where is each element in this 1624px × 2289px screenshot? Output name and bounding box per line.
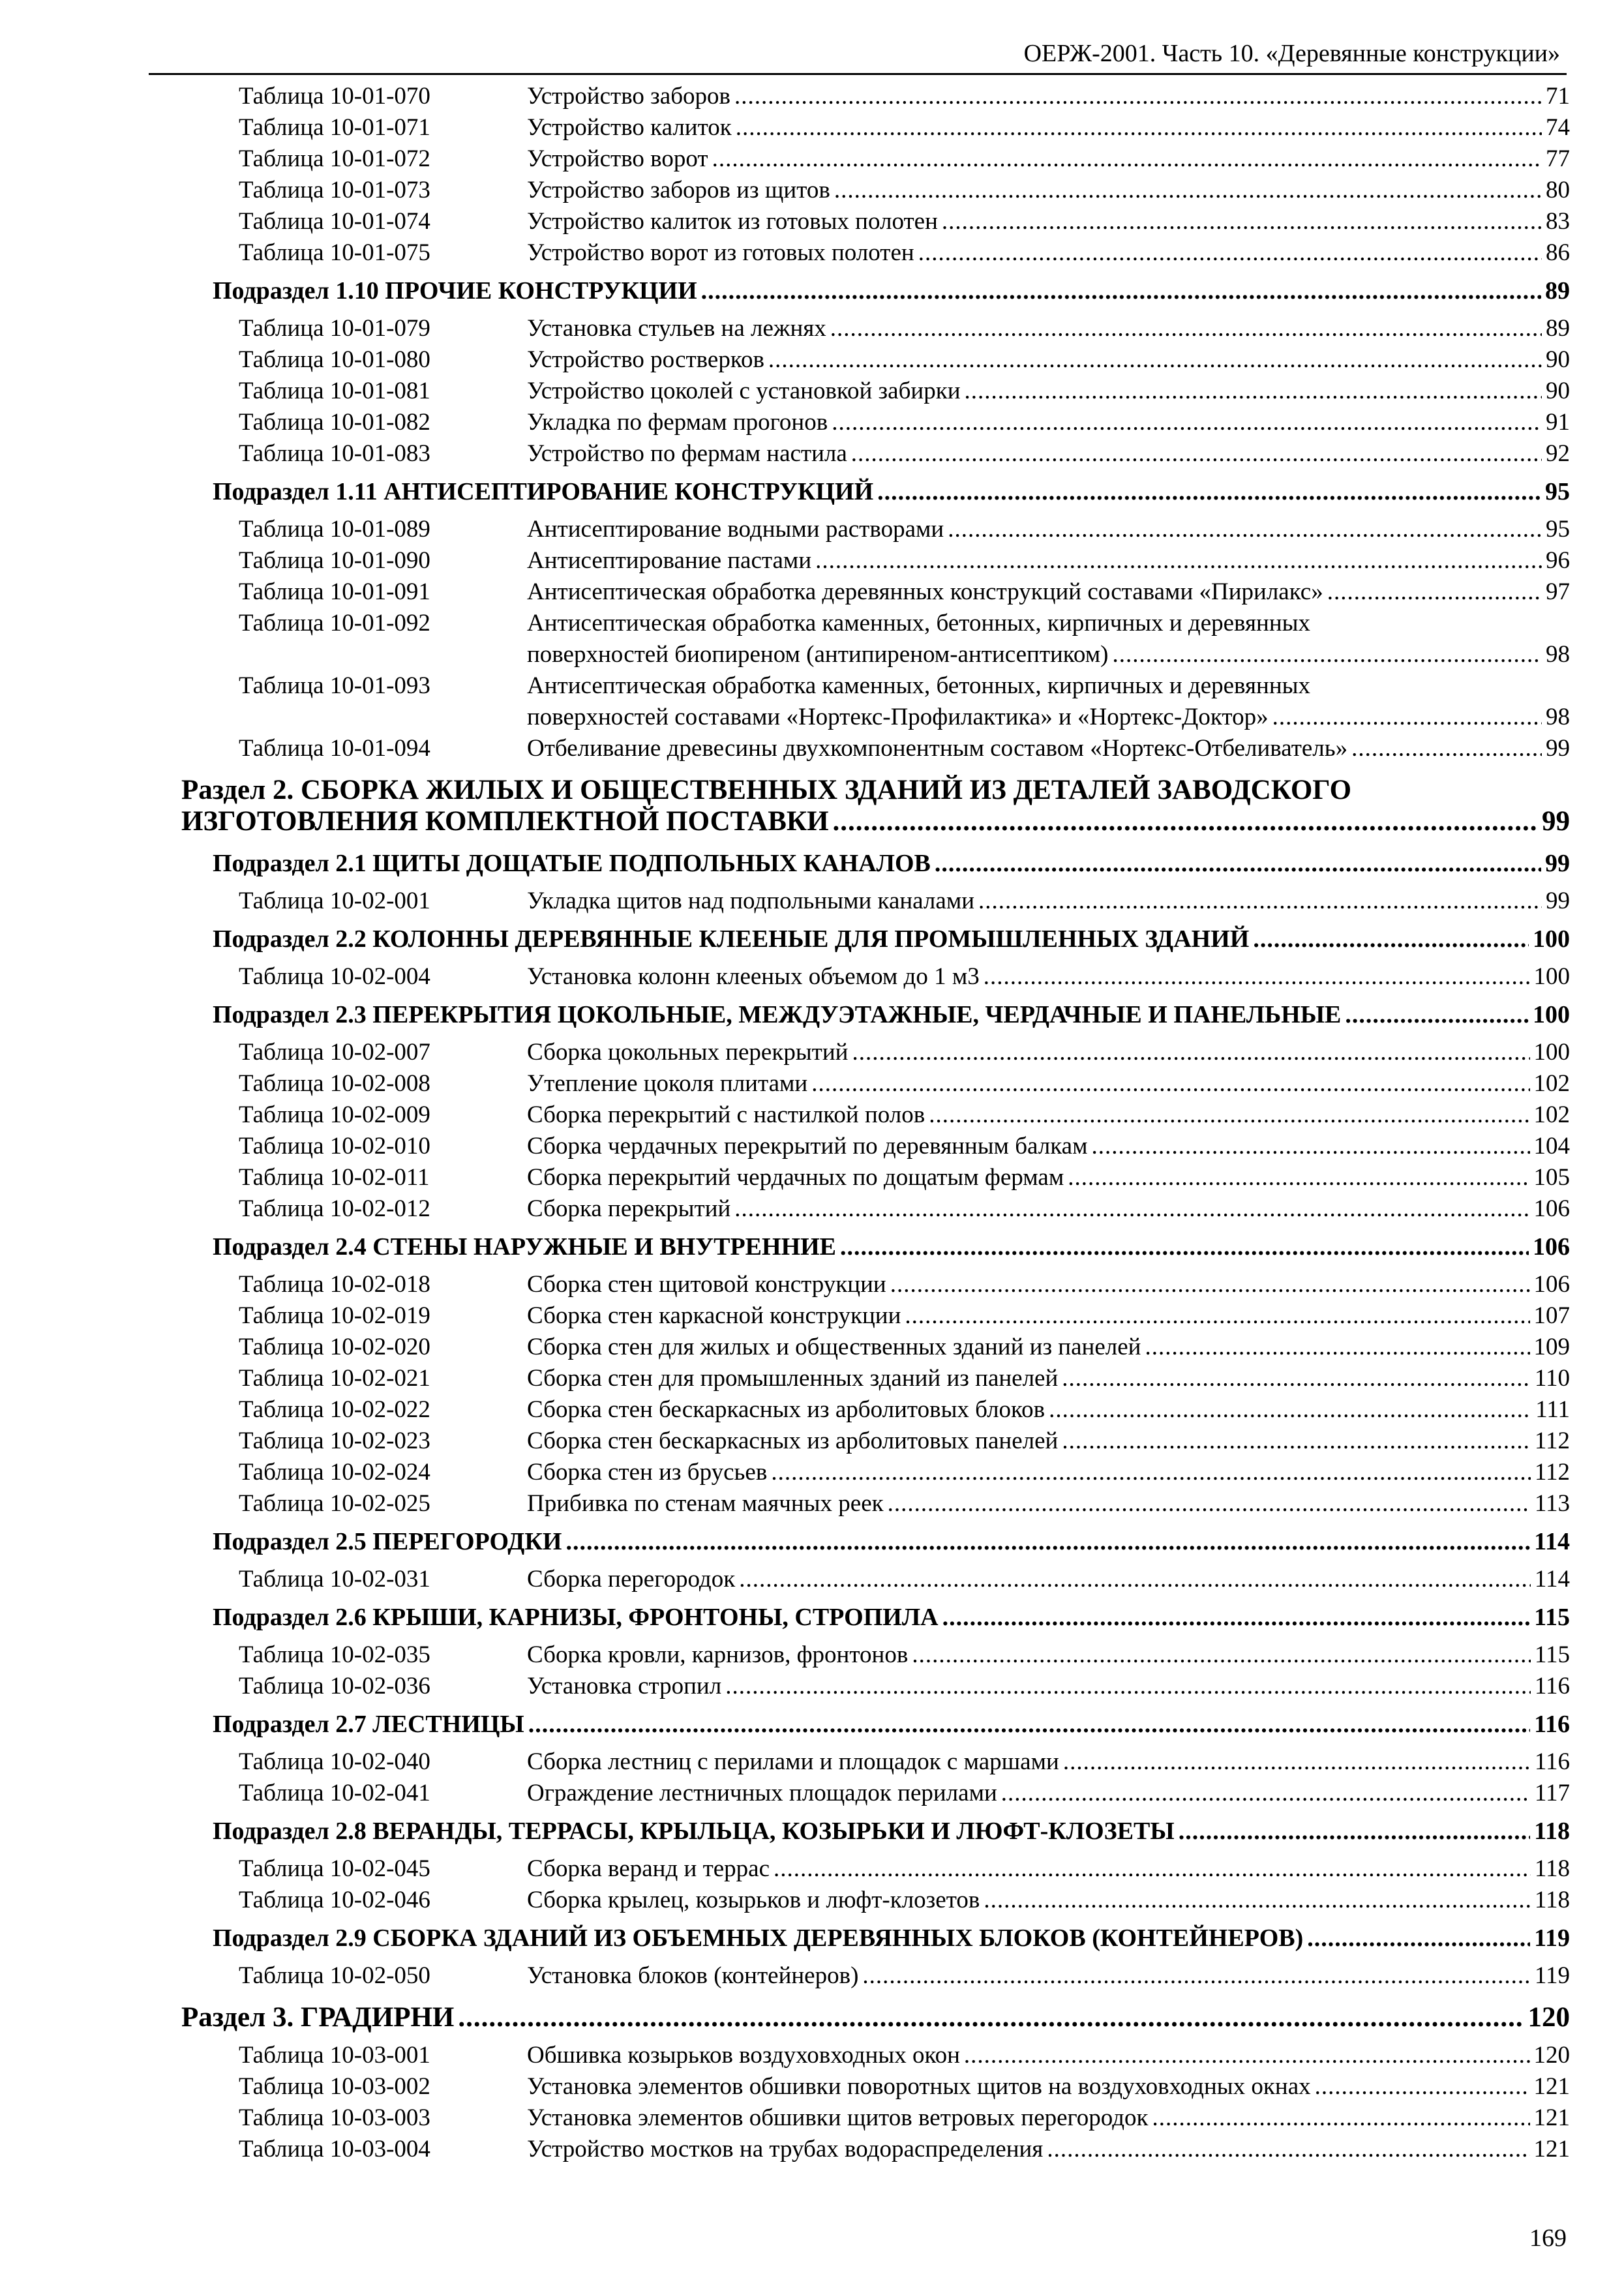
toc-entry-page: 100 [1533,1001,1570,1028]
dot-leader [890,1269,1530,1300]
dot-leader [1068,1162,1529,1193]
toc-entry-page: 112 [1534,1428,1570,1454]
toc-entry[interactable] [527,1564,1570,1595]
dot-leader [1145,1332,1529,1363]
toc-entry-page: 119 [1534,1962,1570,1989]
table-label: Таблица 10-01-089 [239,516,430,543]
dot-leader [1315,2071,1530,2102]
toc-entry-page: 71 [1546,83,1570,110]
toc-entry[interactable] [527,733,1570,764]
table-label: Таблица 10-02-031 [239,1566,430,1593]
toc-entry-title: Антисептическая обработка деревянных конструкций составами «Пирилакс» [527,578,1323,605]
toc-entry[interactable] [527,2040,1570,2071]
toc-entry[interactable] [527,206,1570,237]
toc-entry-title: Сборка стен для промышленных зданий из панелей [527,1365,1059,1392]
toc-entry-title: Сборка перегородок [527,1566,736,1593]
section-title-line: Раздел 2. СБОРКА ЖИЛЫХ И ОБЩЕСТВЕННЫХ ЗДАНИЙ ИЗ ДЕТАЛЕЙ ЗАВОДСКОГО [181,775,1352,805]
table-label: Таблица 10-01-090 [239,547,430,574]
table-label: Таблица 10-02-022 [239,1396,430,1423]
table-label: Таблица 10-01-072 [239,145,430,172]
dot-leader [905,1300,1529,1332]
table-label: Таблица 10-03-003 [239,2104,430,2131]
toc-entry-title: Устройство ростверков [527,346,764,373]
toc-entry-title: Сборка стен щитовой конструкции [527,1271,886,1298]
dot-leader [701,275,1541,307]
dot-leader [978,886,1542,917]
toc-entry[interactable] [527,313,1570,344]
toc-entry-title: Подраздел 1.11 АНТИСЕПТИРОВАНИЕ КОНСТРУКЦИЙ [213,478,874,505]
toc-entry-page: 100 [1533,925,1570,953]
toc-entry[interactable] [527,1332,1570,1363]
toc-entry-title: Сборка кровли, карнизов, фронтонов [527,1641,909,1668]
toc-entry[interactable] [527,237,1570,269]
toc-entry-page: 83 [1546,208,1570,235]
toc-entry-title: Сборка цокольных перекрытий [527,1039,849,1066]
toc-entry-page: 104 [1533,1133,1570,1159]
toc-entry[interactable] [527,81,1570,112]
table-label: Таблица 10-02-008 [239,1070,430,1097]
toc-entry-title: Раздел 3. ГРАДИРНИ [181,2002,455,2033]
toc-entry-page: 118 [1534,1818,1570,1845]
table-label: Таблица 10-01-094 [239,735,430,762]
toc-entry-title: Подраздел 2.8 ВЕРАНДЫ, ТЕРРАСЫ, КРЫЛЬЦА, КОЗЫРЬКИ И ЛЮФТ-КЛОЗЕТЫ [213,1818,1175,1845]
table-label: Таблица 10-02-019 [239,1302,430,1329]
dot-leader [1062,1363,1531,1394]
toc-entry-page: 107 [1533,1302,1570,1329]
dot-leader [734,81,1542,112]
dot-leader [830,313,1542,344]
toc-entry-title: Устройство по фермам настила [527,440,847,467]
toc-entry-page: 98 [1546,641,1570,668]
toc-entry-title: Антисептирование водными растворами [527,516,944,543]
toc-entry-page: 99 [1546,888,1570,914]
toc-entry-title: Установка элементов обшивки поворотных щитов на воздуховходных окнах [527,2073,1311,2100]
toc-entry-title: Устройство ворот [527,145,708,172]
toc-entry-page: 112 [1534,1459,1570,1486]
dot-leader [851,438,1542,470]
dot-leader [771,1457,1531,1488]
dot-leader [1345,999,1529,1030]
dot-leader [852,1037,1529,1068]
toc-entry[interactable] [213,275,1570,307]
toc-entry-title: Подраздел 2.1 ЩИТЫ ДОЩАТЫЕ ПОДПОЛЬНЫХ КАНАЛОВ [213,850,931,877]
table-label: Таблица 10-01-083 [239,440,430,467]
toc-entry-title: Антисептирование пастами [527,547,812,574]
dot-leader [929,1100,1529,1131]
table-label: Таблица 10-02-024 [239,1459,430,1486]
dot-leader [1047,2134,1529,2165]
table-label: Таблица 10-02-018 [239,1271,430,1298]
toc-entry[interactable] [181,806,1570,837]
toc-entry-page: 106 [1533,1195,1570,1222]
table-label: Таблица 10-03-001 [239,2042,430,2069]
toc-entry[interactable] [527,1426,1570,1457]
toc-entry[interactable] [213,1526,1570,1557]
toc-entry-page: 120 [1527,2002,1570,2033]
toc-entry-title: Сборка стен из брусьев [527,1459,768,1486]
toc-entry-title: Утепление цоколя плитами [527,1070,808,1097]
toc-entry-title: Отбеливание древесины двухкомпонентным составом «Нортекс-Отбеливатель» [527,735,1348,762]
toc-entry-title: Сборка перекрытий чердачных по дощатым фермам [527,1164,1064,1191]
dot-leader [942,1602,1530,1633]
dot-leader [1307,1922,1530,1954]
toc-entry-title: Устройство заборов [527,83,730,110]
dot-leader [1112,639,1542,670]
dot-leader [1049,1394,1531,1426]
toc-entry-page: 97 [1546,578,1570,605]
toc-entry-page: 116 [1534,1711,1570,1738]
dot-leader [1253,923,1529,955]
toc-entry-page: 100 [1533,963,1570,990]
toc-entry-page: 121 [1533,2104,1570,2131]
toc-entry-page: 121 [1533,2136,1570,2162]
toc-entry[interactable] [527,2071,1570,2102]
toc-entry-title: Установка стропил [527,1673,722,1699]
toc-entry[interactable] [527,886,1570,917]
table-label: Таблица 10-02-004 [239,963,430,990]
toc-entry[interactable] [213,999,1570,1030]
toc-entry-title: ИЗГОТОВЛЕНИЯ КОМПЛЕКТНОЙ ПОСТАВКИ [181,806,829,837]
table-label: Таблица 10-01-074 [239,208,430,235]
toc-entry-title: Сборка стен каркасной конструкции [527,1302,901,1329]
toc-entry-page: 100 [1533,1039,1570,1066]
toc-entry[interactable] [527,1853,1570,1885]
toc-entry[interactable] [527,1363,1570,1394]
dot-leader [877,476,1541,507]
toc-entry[interactable] [527,1960,1570,1992]
toc-entry[interactable] [527,2102,1570,2134]
toc-entry-title: Сборка перекрытий с настилкой полов [527,1101,925,1128]
toc-entry-title: Сборка перекрытий [527,1195,731,1222]
table-label: Таблица 10-03-004 [239,2136,430,2162]
table-label: Таблица 10-02-041 [239,1780,430,1806]
table-label: Таблица 10-02-046 [239,1887,430,1913]
toc-entry-page: 115 [1534,1604,1570,1631]
table-label: Таблица 10-01-093 [239,672,430,699]
toc-entry-page: 96 [1546,547,1570,574]
table-label: Таблица 10-02-010 [239,1133,430,1159]
dot-leader [912,1639,1531,1671]
toc-entry[interactable] [213,1816,1570,1847]
toc-entry-title: Подраздел 2.9 СБОРКА ЗДАНИЙ ИЗ ОБЪЕМНЫХ ДЕРЕВЯННЫХ БЛОКОВ (КОНТЕЙНЕРОВ) [213,1924,1304,1952]
toc-entry[interactable] [213,1922,1570,1954]
dot-leader [734,1193,1529,1225]
toc-entry[interactable] [527,1457,1570,1488]
toc-entry-title: Ограждение лестничных площадок перилами [527,1780,997,1806]
toc-entry[interactable] [527,1300,1570,1332]
toc-entry-page: 105 [1533,1164,1570,1191]
dot-leader [528,1709,1530,1740]
dot-leader [833,806,1538,837]
toc-entry-title: Подраздел 2.3 ПЕРЕКРЫТИЯ ЦОКОЛЬНЫЕ, МЕЖДУЭТАЖНЫЕ, ЧЕРДАЧНЫЕ И ПАНЕЛЬНЫЕ [213,1001,1342,1028]
table-label: Таблица 10-02-023 [239,1428,430,1454]
dot-leader [888,1488,1531,1519]
toc-entry[interactable] [213,1709,1570,1740]
dot-leader [1001,1778,1531,1809]
toc-entry[interactable] [527,1671,1570,1702]
toc-entry[interactable] [527,344,1570,376]
toc-entry-page: 106 [1533,1233,1570,1261]
dot-leader [811,1068,1529,1100]
dot-leader [712,143,1542,175]
toc-entry[interactable] [527,514,1570,545]
toc-entry-title: Сборка чердачных перекрытий по деревянным балкам [527,1133,1088,1159]
toc-entry[interactable] [527,576,1570,608]
toc-entry[interactable] [181,2002,1570,2033]
toc-entry-page: 98 [1546,704,1570,730]
toc-entry-title: Устройство мостков на трубах водораспределения [527,2136,1044,2162]
dot-leader [815,545,1542,576]
table-label: Таблица 10-01-079 [239,315,430,342]
dot-leader [965,376,1542,407]
dot-leader [964,2040,1530,2071]
dot-leader [739,1564,1531,1595]
toc-entry-page: 89 [1546,315,1570,342]
toc-entry-title: поверхностей составами «Нортекс-Профилактика» и «Нортекс-Доктор» [527,704,1269,730]
dot-leader [1179,1816,1530,1847]
dot-leader [942,206,1542,237]
toc-entry-page: 95 [1545,478,1570,505]
table-label: Таблица 10-01-070 [239,83,430,110]
toc-entry[interactable] [213,1602,1570,1633]
toc-entry[interactable] [213,476,1570,507]
toc-entry-title: Укладка щитов над подпольными каналами [527,888,975,914]
toc-entry-title: Подраздел 1.10 ПРОЧИЕ КОНСТРУКЦИИ [213,277,697,305]
toc-entry-page: 99 [1546,735,1570,762]
toc-entry[interactable] [527,545,1570,576]
toc-entry-page: 119 [1534,1924,1570,1952]
dot-leader [935,848,1541,879]
toc-entry[interactable] [213,923,1570,955]
table-label: Таблица 10-02-050 [239,1962,430,1989]
dot-leader [918,237,1542,269]
table-label: Таблица 10-02-001 [239,888,430,914]
toc-entry-page: 111 [1535,1396,1570,1423]
table-label: Таблица 10-03-002 [239,2073,430,2100]
toc-entry-page: 116 [1534,1748,1570,1775]
toc-entry[interactable] [527,112,1570,143]
toc-entry-page: 102 [1533,1070,1570,1097]
toc-entry-page: 106 [1533,1271,1570,1298]
toc-entry-title: Устройство калиток [527,114,732,141]
toc-entry-page: 121 [1533,2073,1570,2100]
table-label: Таблица 10-02-045 [239,1855,430,1882]
toc-entry-page: 90 [1546,378,1570,404]
toc-entry-title: Сборка стен для жилых и общественных зданий из панелей [527,1334,1141,1360]
toc-entry-page: 118 [1534,1855,1570,1882]
table-label: Таблица 10-01-081 [239,378,430,404]
toc-entry-page: 115 [1534,1641,1570,1668]
toc-entry-page: 89 [1545,277,1570,305]
toc-entry[interactable] [527,1162,1570,1193]
toc-entry-title: Сборка лестниц с перилами и площадок с маршами [527,1748,1059,1775]
toc-entry[interactable] [527,1131,1570,1162]
dot-leader [1272,702,1542,733]
toc-entry[interactable] [527,376,1570,407]
toc-entry-page: 114 [1534,1566,1570,1593]
toc-entry-page: 117 [1534,1780,1570,1806]
toc-entry[interactable] [527,639,1570,670]
table-label: Таблица 10-01-091 [239,578,430,605]
dot-leader [1152,2102,1530,2134]
table-label: Таблица 10-02-040 [239,1748,430,1775]
table-label: Таблица 10-02-036 [239,1673,430,1699]
toc-entry-page: 86 [1546,239,1570,266]
toc-entry[interactable] [527,143,1570,175]
toc-entry-title: Подраздел 2.2 КОЛОННЫ ДЕРЕВЯННЫЕ КЛЕЕНЫЕ ДЛЯ ПРОМЫШЛЕННЫХ ЗДАНИЙ [213,925,1250,953]
toc-entry-title: Укладка по фермам прогонов [527,409,828,436]
dot-leader [725,1671,1531,1702]
dot-leader [984,1885,1530,1916]
toc-entry-page: 77 [1546,145,1570,172]
toc-entry-page: 74 [1546,114,1570,141]
dot-leader [458,2002,1524,2033]
toc-entry-title: Подраздел 2.4 СТЕНЫ НАРУЖНЫЕ И ВНУТРЕННИЕ [213,1233,837,1261]
table-label: Таблица 10-02-025 [239,1490,430,1517]
toc-entry-title: Сборка стен бескаркасных из арболитовых панелей [527,1428,1059,1454]
dot-leader [984,961,1530,993]
toc-entry-page: 120 [1533,2042,1570,2069]
toc-entry[interactable] [527,961,1570,993]
toc-entry[interactable] [527,1193,1570,1225]
toc-entry-page: 116 [1534,1673,1570,1699]
toc-entry-page: 99 [1545,850,1570,877]
toc-entry-title: Установка элементов обшивки щитов ветровых перегородок [527,2104,1149,2131]
table-label: Таблица 10-02-007 [239,1039,430,1066]
toc-entry-title: Подраздел 2.6 КРЫШИ, КАРНИЗЫ, ФРОНТОНЫ, СТРОПИЛА [213,1604,939,1631]
table-label: Таблица 10-02-012 [239,1195,430,1222]
toc-entry[interactable] [527,1068,1570,1100]
toc-entry[interactable] [527,1037,1570,1068]
table-label: Таблица 10-01-082 [239,409,430,436]
toc-entry-title: Устройство ворот из готовых полотен [527,239,914,266]
toc-entry-page: 102 [1533,1101,1570,1128]
toc-entry[interactable] [527,702,1570,733]
dot-leader [736,112,1542,143]
dot-leader [774,1853,1531,1885]
toc-entry[interactable] [527,1394,1570,1426]
dot-leader [768,344,1542,376]
toc-entry-page: 110 [1534,1365,1570,1392]
dot-leader [862,1960,1530,1992]
table-label: Таблица 10-02-009 [239,1101,430,1128]
toc-entry[interactable] [213,848,1570,879]
dot-leader [1092,1131,1530,1162]
dot-leader [565,1526,1530,1557]
dot-leader [832,407,1542,438]
table-label: Таблица 10-01-075 [239,239,430,266]
toc-entry-title: Устройство заборов из щитов [527,177,830,203]
toc-entry[interactable] [527,1885,1570,1916]
toc-entry-page: 90 [1546,346,1570,373]
table-label: Таблица 10-02-035 [239,1641,430,1668]
table-label: Таблица 10-01-071 [239,114,430,141]
toc-entry-page: 80 [1546,177,1570,203]
toc-entry-page: 113 [1534,1490,1570,1517]
table-label: Таблица 10-01-080 [239,346,430,373]
toc-entry-title: Установка блоков (контейнеров) [527,1962,859,1989]
toc-entry-title: Обшивка козырьков воздуховходных окон [527,2042,960,2069]
toc-entry-title: Сборка крылец, козырьков и люфт-клозетов [527,1887,980,1913]
dot-leader [1327,576,1542,608]
toc-entry-page: 95 [1546,516,1570,543]
toc-entry[interactable] [527,1746,1570,1778]
toc-entry-title: Подраздел 2.7 ЛЕСТНИЦЫ [213,1711,524,1738]
toc-entry-title: Устройство калиток из готовых полотен [527,208,938,235]
toc-entry-page: 118 [1534,1887,1570,1913]
toc-entry-title: Установка стульев на лежнях [527,315,826,342]
dot-leader [1062,1426,1531,1457]
toc-entry-title: Подраздел 2.5 ПЕРЕГОРОДКИ [213,1528,562,1555]
dot-leader [1063,1746,1531,1778]
dot-leader [948,514,1542,545]
table-label: Таблица 10-02-020 [239,1334,430,1360]
toc-entry[interactable] [527,407,1570,438]
toc-entry-page: 114 [1534,1528,1570,1555]
table-label: Таблица 10-01-092 [239,610,430,636]
toc-entry-page: 99 [1542,806,1570,837]
toc-entry-title: Установка колонн клееных объемом до 1 м3 [527,963,980,990]
header-title: ОЕРЖ-2001. Часть 10. «Деревянные конструкции» [1023,40,1560,67]
toc-entry-title: Сборка веранд и террас [527,1855,770,1882]
table-label: Таблица 10-02-021 [239,1365,430,1392]
toc-entry[interactable] [527,1639,1570,1671]
dot-leader [840,1231,1529,1263]
toc-entry[interactable] [527,1778,1570,1809]
table-label: Таблица 10-02-011 [239,1164,430,1191]
toc-entry[interactable] [527,438,1570,470]
dot-leader [834,175,1542,206]
toc-entry-title: поверхностей биопиреном (антипиреном-антисептиком) [527,641,1109,668]
toc-entry-page: 92 [1546,440,1570,467]
toc-entry[interactable] [527,1269,1570,1300]
dot-leader [1351,733,1542,764]
page-number: 169 [1529,2224,1567,2252]
toc-entry-page: 91 [1546,409,1570,436]
toc-entry[interactable] [527,175,1570,206]
toc-entry-title: Прибивка по стенам маячных реек [527,1490,884,1517]
toc-entry-page: 109 [1533,1334,1570,1360]
toc-entry[interactable] [527,2134,1570,2165]
toc-entry[interactable] [527,1488,1570,1519]
table-label: Таблица 10-01-073 [239,177,430,203]
toc-entry-title-line: Антисептическая обработка каменных, бетонных, кирпичных и деревянных [527,672,1311,699]
toc-entry-title: Сборка стен бескаркасных из арболитовых блоков [527,1396,1045,1423]
toc-entry[interactable] [213,1231,1570,1263]
toc-entry-title-line: Антисептическая обработка каменных, бетонных, кирпичных и деревянных [527,610,1311,636]
toc-entry[interactable] [527,1100,1570,1131]
toc-entry-title: Устройство цоколей с установкой забирки [527,378,961,404]
